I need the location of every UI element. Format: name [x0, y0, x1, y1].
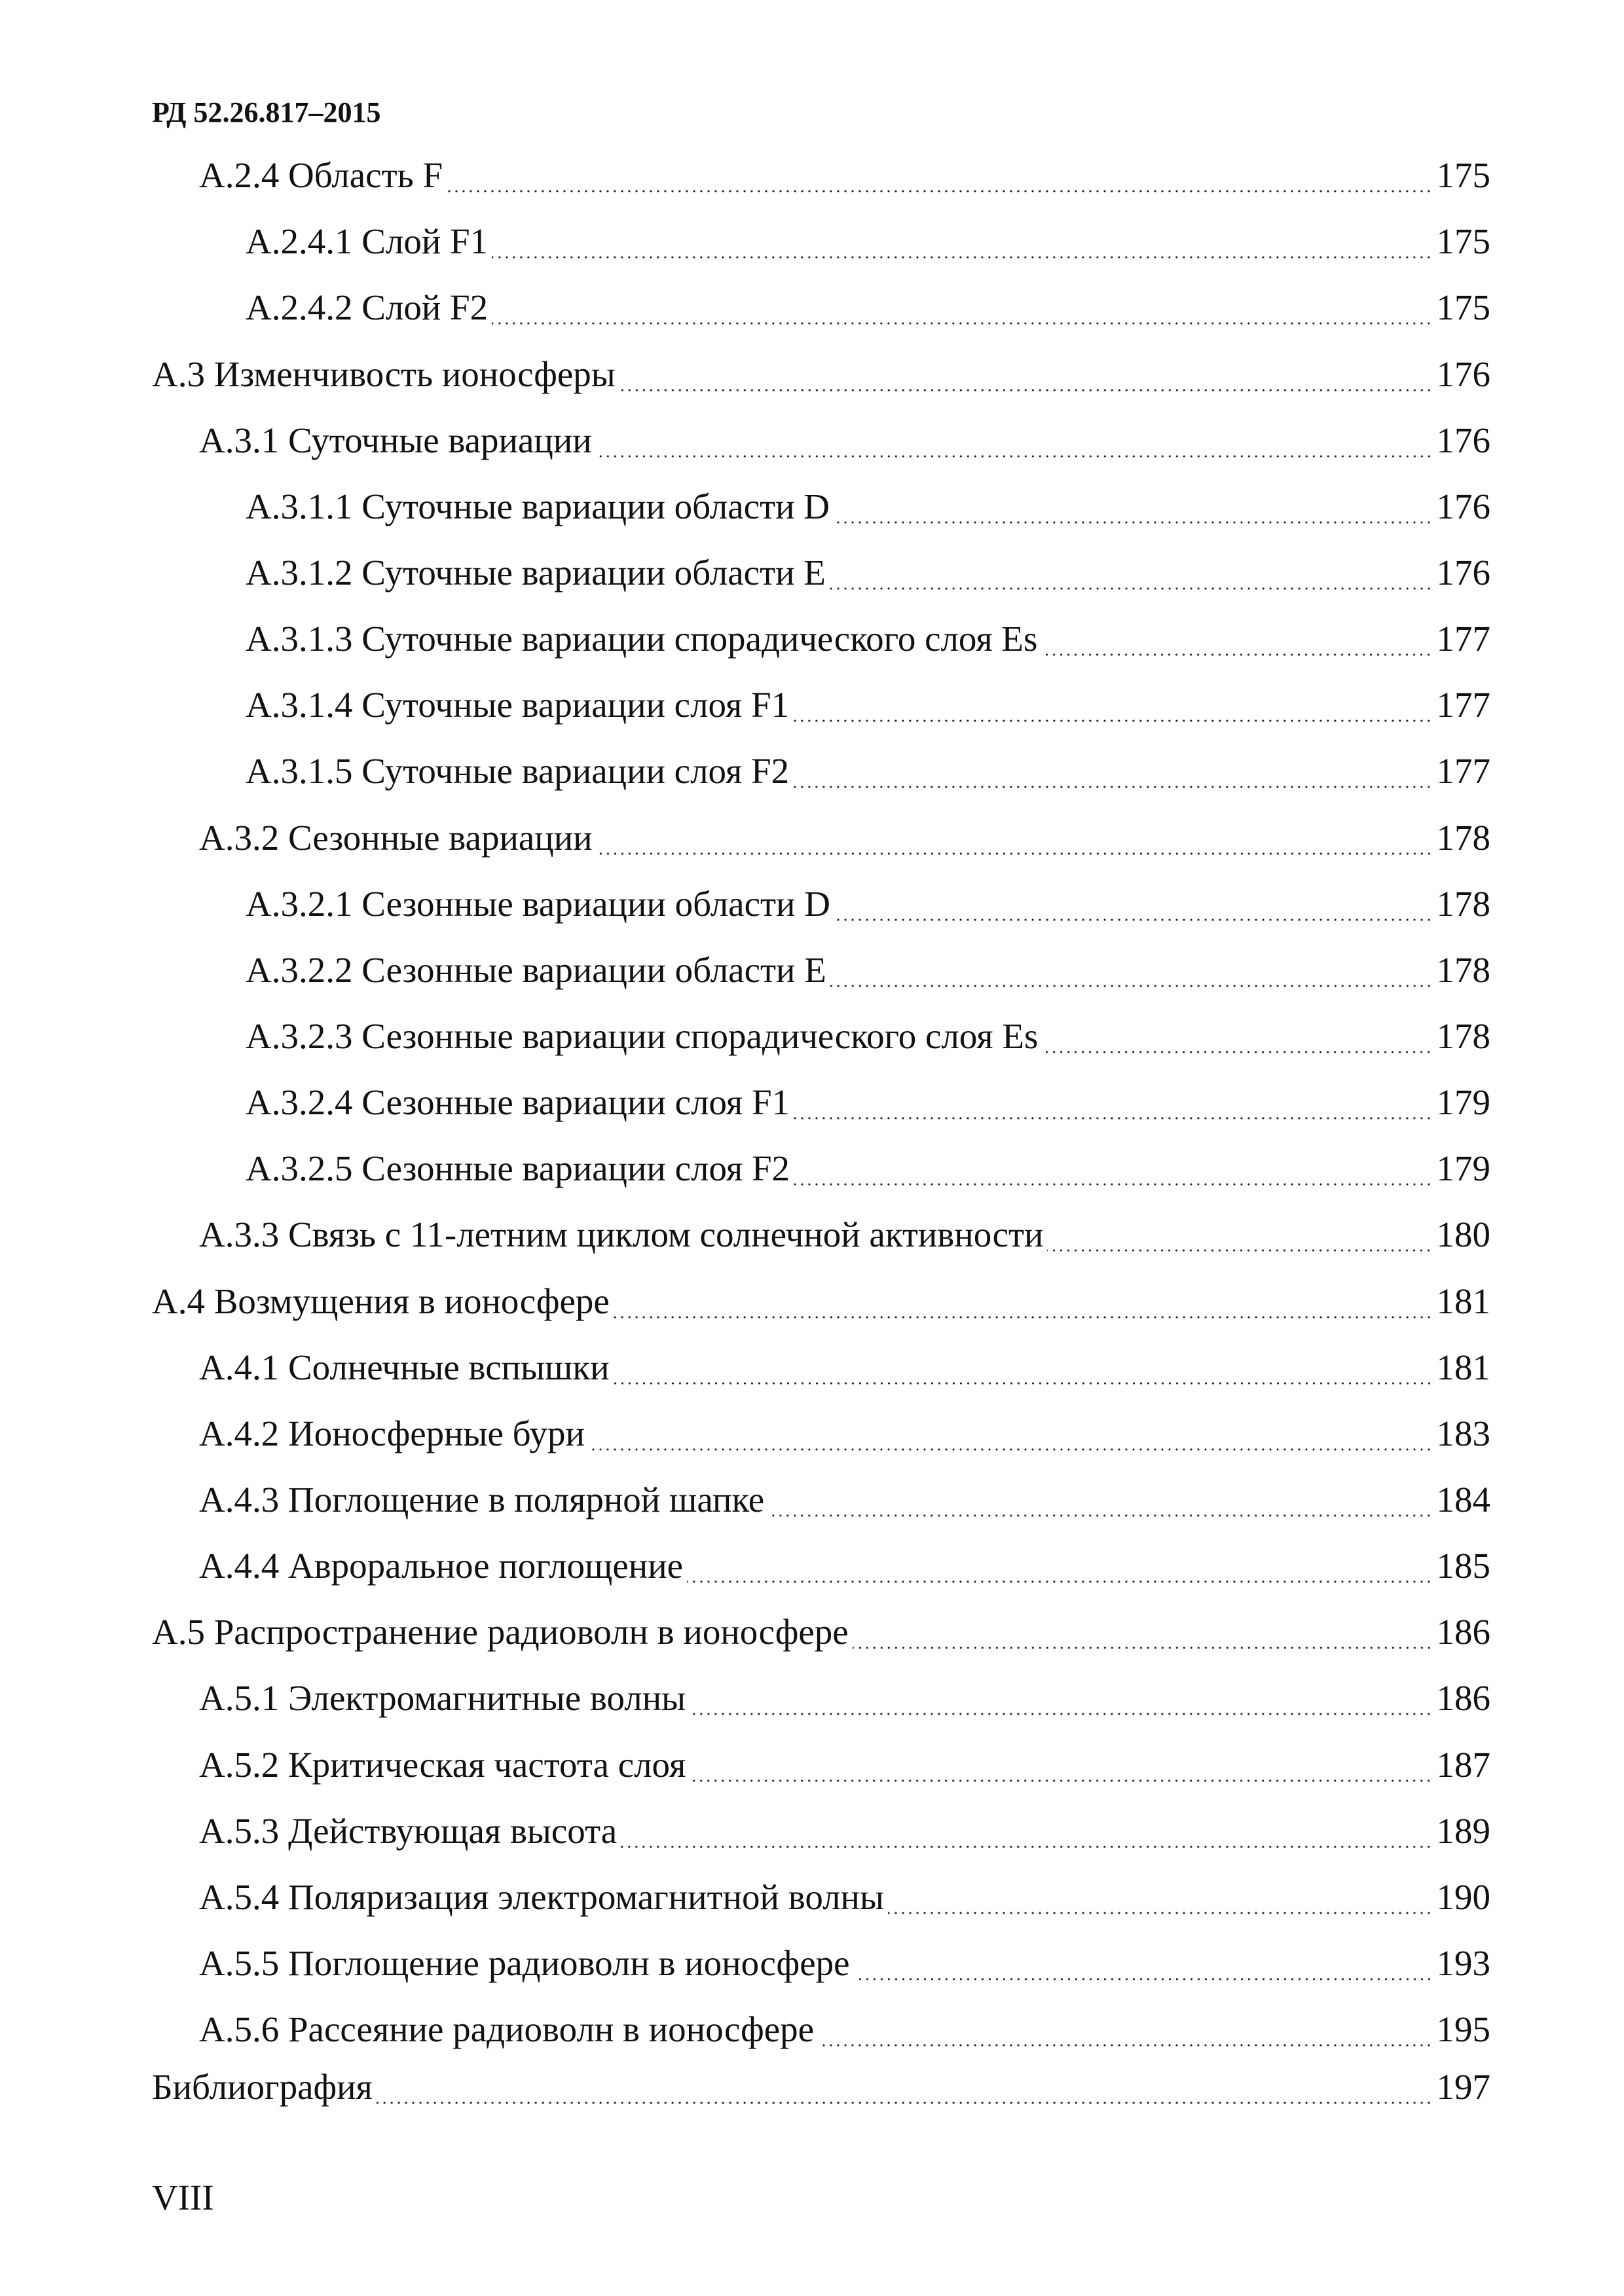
document-code-header: РД 52.26.817–2015	[152, 96, 381, 128]
dot-leader	[447, 149, 1432, 202]
toc-entry[interactable]	[152, 1209, 1490, 1261]
toc-entry[interactable]	[152, 1010, 1490, 1063]
toc-entry-title: А.3.2.2 Сезонные вариации области E	[246, 950, 826, 990]
toc-entry-page: 185	[1436, 1546, 1490, 1586]
toc-entry[interactable]	[152, 547, 1490, 599]
toc-entry[interactable]	[152, 282, 1490, 334]
toc-entry-page: 189	[1436, 1811, 1490, 1851]
toc-entry-title: А.3 Изменчивость ионосферы	[152, 354, 616, 394]
toc-entry[interactable]	[152, 613, 1490, 665]
toc-entry-page: 178	[1436, 1016, 1490, 1056]
toc-entry[interactable]	[152, 812, 1490, 864]
dot-leader	[377, 2061, 1433, 2113]
dot-leader	[1041, 613, 1432, 665]
toc-entry-page: 179	[1436, 1148, 1490, 1188]
toc-entry-title: А.3.2.4 Сезонные вариации слоя F1	[246, 1082, 790, 1122]
toc-entry[interactable]	[152, 2061, 1490, 2113]
dot-leader	[597, 812, 1433, 864]
dot-leader	[793, 679, 1432, 731]
dot-leader	[830, 944, 1433, 996]
dot-leader	[818, 2003, 1432, 2056]
dot-leader	[853, 1606, 1433, 1658]
dot-leader	[834, 481, 1432, 533]
dot-leader	[619, 348, 1433, 401]
toc-entry[interactable]	[152, 944, 1490, 996]
toc-entry-title: А.3.1.4 Суточные вариации слоя F1	[246, 685, 790, 725]
toc-entry-page: 197	[1436, 2067, 1490, 2107]
dot-leader	[690, 1739, 1432, 1791]
toc-entry-page: 181	[1436, 1347, 1490, 1387]
toc-entry[interactable]	[152, 1937, 1490, 1990]
toc-entry[interactable]	[152, 1341, 1490, 1394]
toc-entry-title: А.5 Распространение радиоволн в ионосфере	[152, 1612, 849, 1652]
toc-entry-page: 175	[1436, 155, 1490, 195]
toc-entry[interactable]	[152, 878, 1490, 930]
dot-leader	[621, 1805, 1432, 1857]
toc-entry-title: А.4.2 Ионосферные бури	[199, 1413, 585, 1453]
toc-entry-title: А.4.4 Авроральное поглощение	[199, 1546, 684, 1586]
toc-entry[interactable]	[152, 1142, 1490, 1195]
dot-leader	[794, 1142, 1432, 1195]
toc-entry[interactable]	[152, 1871, 1490, 1923]
toc-entry-title: А.3.2.5 Сезонные вариации слоя F2	[246, 1148, 790, 1188]
toc-entry-page: 177	[1436, 751, 1490, 791]
toc-entry[interactable]	[152, 481, 1490, 533]
toc-entry[interactable]	[152, 348, 1490, 401]
toc-entry-page: 195	[1436, 2009, 1490, 2049]
toc-entry-page: 177	[1436, 619, 1490, 659]
dot-leader	[834, 878, 1433, 930]
toc-entry-page: 175	[1436, 287, 1490, 327]
toc-entry-page: 186	[1436, 1678, 1490, 1718]
toc-entry[interactable]	[152, 215, 1490, 268]
toc-entry-page: 186	[1436, 1612, 1490, 1652]
toc-entry-title: А.5.3 Действующая высота	[199, 1811, 618, 1851]
toc-entry[interactable]	[152, 1672, 1490, 1724]
dot-leader	[768, 1474, 1432, 1526]
toc-entry-page: 176	[1436, 354, 1490, 394]
dot-leader	[589, 1408, 1433, 1460]
toc-entry[interactable]	[152, 745, 1490, 797]
toc-entry-page: 176	[1436, 553, 1490, 592]
toc-entry-page: 178	[1436, 884, 1490, 924]
dot-leader	[1042, 1010, 1432, 1063]
toc-entry-page: 184	[1436, 1480, 1490, 1520]
dot-leader	[794, 1076, 1432, 1129]
toc-entry-title: А.3.1.1 Суточные вариации области D	[246, 486, 830, 526]
toc-entry[interactable]	[152, 1275, 1490, 1328]
toc-entry-title: А.3.3 Связь с 11-летним циклом солнечной активности	[199, 1214, 1044, 1254]
toc-entry[interactable]	[152, 1540, 1490, 1592]
toc-entry-title: А.4.1 Солнечные вспышки	[199, 1347, 610, 1387]
toc-entry-title: А.3.2.1 Сезонные вариации области D	[246, 884, 830, 924]
dot-leader	[596, 414, 1433, 467]
toc-entry[interactable]	[152, 679, 1490, 731]
dot-leader	[492, 215, 1432, 268]
toc-entry-title: А.2.4 Область F	[199, 155, 443, 195]
toc-entry[interactable]	[152, 1408, 1490, 1460]
dot-leader	[690, 1672, 1432, 1724]
toc-entry[interactable]	[152, 1076, 1490, 1129]
toc-entry-page: 187	[1436, 1745, 1490, 1785]
toc-entry-title: А.5.4 Поляризация электромагнитной волны	[199, 1877, 884, 1917]
dot-leader	[614, 1341, 1433, 1394]
toc-entry-title: А.2.4.1 Слой F1	[246, 221, 489, 261]
toc-entry-page: 178	[1436, 818, 1490, 858]
dot-leader	[888, 1871, 1433, 1923]
toc-entry-page: 177	[1436, 685, 1490, 725]
toc-entry-title: А.4.3 Поглощение в полярной шапке	[199, 1480, 765, 1520]
dot-leader	[1047, 1209, 1432, 1261]
toc-entry-title: А.4 Возмущения в ионосфере	[152, 1281, 610, 1321]
toc-entry-title: А.3.2 Сезонные вариации	[199, 818, 593, 858]
toc-entry[interactable]	[152, 1474, 1490, 1526]
toc-entry-title: А.5.1 Электромагнитные волны	[199, 1678, 686, 1718]
toc-entry-page: 190	[1436, 1877, 1490, 1917]
toc-entry[interactable]	[152, 1739, 1490, 1791]
toc-entry-page: 176	[1436, 420, 1490, 460]
toc-entry[interactable]	[152, 1805, 1490, 1857]
toc-entry[interactable]	[152, 1606, 1490, 1658]
toc-entry[interactable]	[152, 414, 1490, 467]
toc-entry-page: 175	[1436, 221, 1490, 261]
dot-leader	[854, 1937, 1433, 1990]
dot-leader	[614, 1275, 1433, 1328]
toc-entry[interactable]	[152, 2003, 1490, 2056]
dot-leader	[830, 547, 1433, 599]
toc-entry-page: 180	[1436, 1214, 1490, 1254]
toc-entry-title: А.5.5 Поглощение радиоволн в ионосфере	[199, 1943, 850, 1983]
dot-leader	[793, 745, 1432, 797]
toc-entry-title: А.3.2.3 Сезонные вариации спорадического слоя Es	[246, 1016, 1039, 1056]
dot-leader	[687, 1540, 1432, 1592]
toc-entry-page: 178	[1436, 950, 1490, 990]
toc-entry-title: А.3.1.3 Суточные вариации спорадического слоя Es	[246, 619, 1038, 659]
toc-entry-title: А.5.6 Рассеяние радиоволн в ионосфере	[199, 2009, 815, 2049]
toc-entry-title: А.3.1.2 Суточные вариации области E	[246, 553, 826, 592]
toc-entry-title: А.2.4.2 Слой F2	[246, 287, 489, 327]
toc-entry-page: 181	[1436, 1281, 1490, 1321]
toc-entry-page: 179	[1436, 1082, 1490, 1122]
toc-entry-page: 193	[1436, 1943, 1490, 1983]
toc-entry-title: А.5.2 Критическая частота слоя	[199, 1745, 686, 1785]
toc-entry-title: Библиография	[152, 2067, 373, 2107]
toc-entry[interactable]	[152, 149, 1490, 202]
dot-leader	[492, 282, 1432, 334]
toc-entry-title: А.3.1.5 Суточные вариации слоя F2	[246, 751, 790, 791]
toc-entry-page: 176	[1436, 486, 1490, 526]
page-number: VIII	[152, 2178, 214, 2217]
toc-entry-page: 183	[1436, 1413, 1490, 1453]
toc-entry-title: А.3.1 Суточные вариации	[199, 420, 592, 460]
